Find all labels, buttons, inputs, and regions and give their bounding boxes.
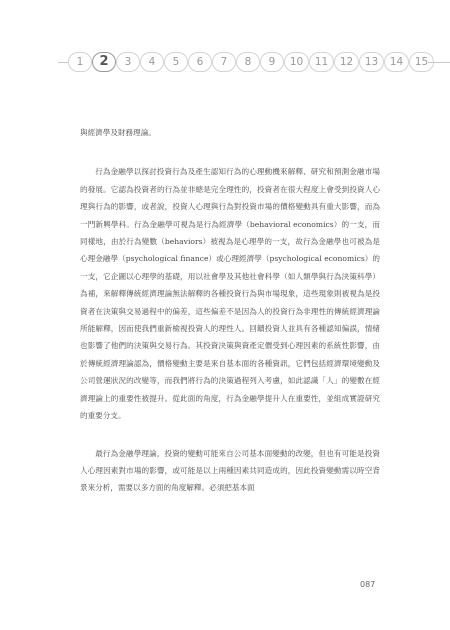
chapter-number-4: 4 — [140, 52, 164, 72]
chapter-number-11: 11 — [309, 52, 334, 72]
chapter-number-13: 13 — [359, 52, 384, 72]
chapter-nav-rule-left — [58, 62, 68, 63]
chapter-number-14: 14 — [384, 52, 409, 72]
body-text — [80, 124, 380, 497]
chapter-nav-numbers — [68, 52, 434, 72]
chapter-number-3: 3 — [116, 52, 140, 72]
chapter-nav-rule-right — [428, 62, 450, 63]
page-number: 087 — [360, 580, 376, 589]
chapter-number-8: 8 — [236, 52, 260, 72]
paragraph-behavioral-finance: 行為金融學以探討投資行為及產生認知行為的心理動機來解釋、研究和預測金融市場的發展。它認為投資者的行為並非總是完全理性的，投資者在很大程度上會受到投資人心理與行為的影響，或者說，投資人心理與行為對投資市場的價格變動具有重大影響，而為一門新興學科。行為金融學可視為是行為經濟學（behavioral economics）的一支，而同樣地，由於行為變數（behaviors）被視為是心理學的一支，故行為金融學也可被為是心理金融學（psychological finance）或心理經濟學（psychological economics）的一支，它企圖以心理學的基礎，用以社會學及其他社會科學（如人類學與行為決策科學）為補，來解釋傳統經濟理論無法解釋的各種投資行為與市場現象，這些現象則被視為是投資者在決策與交易過程中的偏差，這些偏差不是因為人的投資行為非理性的傳統經濟理論所能解釋，因而使我們重新檢視投資人的理性人。回饋投資人並具有各種認知偏誤，情緒也影響了他們的決策與交易行為。其投資決策與資產定價受到心理因素的系統性影響，由於傳統經濟理論認為，價格變動主要是來自基本面的各種資訊，它們包括經濟環境變動及公司營運狀況的改變等，而我們將行為的決策過程列入考慮，如此認識「人」的變數在經濟理論上的重要性被提升。從此面的角度，行為金融學提升人在重要性，並組成實證研究的重要分支。 — [80, 167, 380, 421]
chapter-number-7: 7 — [212, 52, 236, 72]
chapter-number-15: 15 — [409, 52, 434, 72]
chapter-number-1: 1 — [68, 52, 92, 72]
chapter-nav — [58, 52, 450, 74]
chapter-number-2-current: 2 — [92, 52, 116, 72]
paragraph-price-movement: 最行為金融學理論，投資的變動可能來自公司基本面變動的改變，但也有可能是投資人心理因素對市場的影響，或可能是以上兩種因素共同造成的，因此投資變動需以時空背景來分析，需要以多方面的角度解釋。必須把基本面 — [80, 448, 380, 493]
chapter-number-10: 10 — [284, 52, 309, 72]
chapter-number-5: 5 — [164, 52, 188, 72]
paragraph-continued: 與經濟學及財務理論。 — [80, 128, 156, 137]
chapter-number-6: 6 — [188, 52, 212, 72]
chapter-number-12: 12 — [334, 52, 359, 72]
chapter-number-9: 9 — [260, 52, 284, 72]
